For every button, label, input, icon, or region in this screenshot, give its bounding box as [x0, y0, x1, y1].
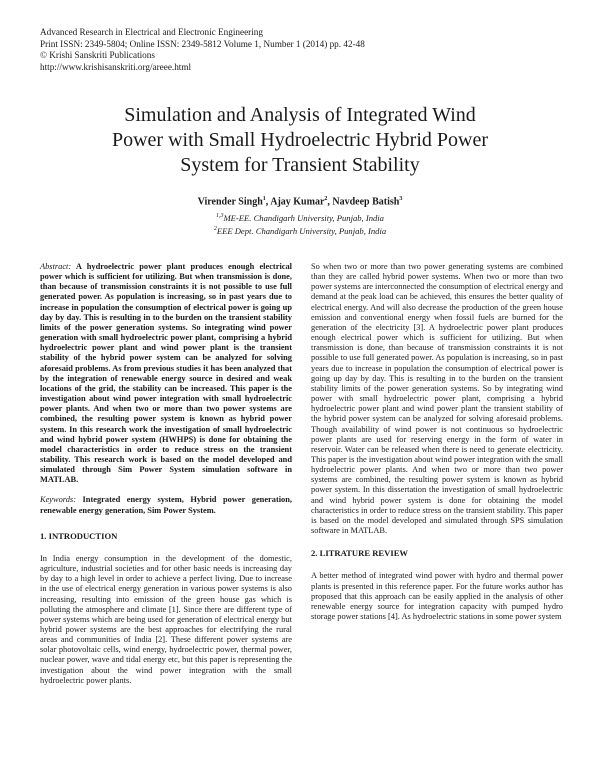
author-list: [40, 196, 560, 207]
author-1: Virender Singh: [197, 196, 263, 208]
section-heading-literature-review: 2. LITRATURE REVIEW: [311, 548, 409, 559]
author-2-sup: 2: [324, 196, 328, 202]
author-3-sup: 3: [399, 196, 403, 202]
affiliation-1-text: ME-EE. Chandigarh University, Punjab, India: [223, 213, 384, 223]
affiliation-1-sup: 1,3: [216, 213, 224, 220]
affiliation-1: [40, 213, 560, 223]
abstract-text: A hydroelectric power plant produces enough electrical power which is sufficient for utilizing. But when transmission is done, than because of transmission constraints it is not possible to use full generated power. As population is increasing, so in past years due to increase in population the consumption of electrical power is going up day by day. This is resulting in to the burden on the transient stability limits of the power generation systems. So integrating wind power generation with small hydroelectric power plant, comprising a hybrid hydroelectric power plant and wind power plant is the transient stability of the hybrid power system can be analyzed for solving aforesaid problems. As from previous studies it has been analyzed that by the integration of renewable energy source in desired and weak locations of the grid, the stability can be increased. This paper is the investigation about wind power integration with small hydroelectric power plants. And when two or more than two power systems are combined, the resulting power system is known as hybrid power system. In this research work the investigation of small hydroelectric and wind hybrid power system (HWHPS) is done for obtaining the model characteristics in order to reduce stress on the transient stability. This research work is based on the model developed and simulated through Sim Power System simulation software in MATLAB.: [40, 262, 292, 485]
journal-name: Advanced Research in Electrical and Electronic Engineering: [40, 27, 263, 37]
keywords-text: Integrated energy system, Hybrid power generation, renewable energy generation, Sim Power System.: [40, 495, 292, 515]
affiliation-2-sup: 2: [213, 226, 217, 233]
title-line-1: Simulation and Analysis of Integrated Wind: [124, 104, 476, 126]
keywords-label: Keywords:: [40, 495, 76, 505]
publisher: © Krishi Sanskriti Publications: [40, 50, 155, 61]
left-column: [40, 262, 292, 686]
author-3: Navdeep Batish: [332, 196, 400, 208]
introduction-paragraph: In India energy consumption in the development of the domestic, agriculture, industrial societies and for other basic needs is increasing day by day to a high level in order to achieve a perfect living. Due to increase in the use of electrical energy generation in various power systems is also increasing, resulting into emission of the green house gas which is polluting the atmosphere and climate [1]. Since there are different type of power systems which are being used for generation of electrical energy but hybrid power systems are the best approaches for electrifying the rural areas and communities of India [2]. These different power systems are solar photovoltaic cells, wind energy, hydroelectric power, thermal power, nuclear power, wave and tidal energy etc, but this paper is representing the investigation about the wind power integration with the small hydroelectric power plants.: [40, 553, 292, 685]
title-line-2: Power with Small Hydroelectric Hybrid Power: [111, 129, 489, 151]
affiliation-2-text: EEE Dept. Chandigarh University, Punjab, India: [216, 226, 387, 236]
affiliation-2: [40, 226, 560, 236]
paper-title: [40, 103, 560, 178]
right-column: [311, 262, 563, 622]
journal-header: [40, 27, 365, 73]
journal-url[interactable]: http://www.krishisanskriti.org/areee.html: [40, 61, 192, 72]
title-line-3: System for Transient Stability: [180, 154, 420, 176]
author-separator: ,: [327, 196, 333, 208]
section-heading-introduction: 1. INTRODUCTION: [40, 530, 118, 541]
introduction-continued-paragraph: So when two or more than two power generating systems are combined than they are called hybrid power systems. When two or more than two power systems are interconnected the consumption of electrical energy and demand at the peak load can be achieved, this ensures the better quality of electrical energy. And will also decrease the production of the green house emission and conventional energy when fossil fuels are burned for the generation of the electricity [3]. A hydroelectric power plant produces enough electrical power which is sufficient for utilizing. But when transmission is done, than because of transmission constraints it is not possible to use full generated power. As population is increasing, so in past years due to increase in population the consumption of electrical power is going up day by day. This is resulting in to the burden on the transient stability limits of the power generation systems. So by integrating wind power with small hydroelectric power plant, comprising a hybrid hydroelectric power plant and wind power plant the transient stability of the hybrid power system can be analyzed for solving aforesaid problems. Though availability of wind power is not continuous so hydroelectric power plants are used for reserving energy in the form of water in reservoir. Water can be released when there is need to generate electricity. This paper is the investigation about wind power integration with the small hydroelectric power plants. And when two or more than two power systems are combined, the resulting power system is known as hybrid power system. In this dissertation the investigation of small hydroelectric and wind hybrid power system is done for obtaining the model characteristics in order to reduce stress on the transient stability. This paper is based on the model developed and simulated through SPS simulation software in MATLAB.: [311, 262, 563, 536]
literature-review-paragraph: A better method of integrated wind power with hydro and thermal power plants is presented in this reference paper. For the future works author has proposed that this approach can be easily applied in the analysis of other renewable energy source for integration capacity with pumped hydro storage power stations [4]. As hydroelectric stations in some power system: [311, 571, 563, 621]
abstract: [40, 262, 292, 485]
journal-issn: Print ISSN: 2349-5804; Online ISSN: 2349-5812 Volume 1, Number 1 (2014) pp. 42-48: [40, 38, 365, 49]
author-separator: ,: [265, 196, 271, 208]
abstract-label: Abstract:: [40, 262, 72, 271]
keywords: [40, 495, 292, 515]
author-1-sup: 1: [262, 196, 266, 202]
author-2: Ajay Kumar: [270, 196, 325, 208]
